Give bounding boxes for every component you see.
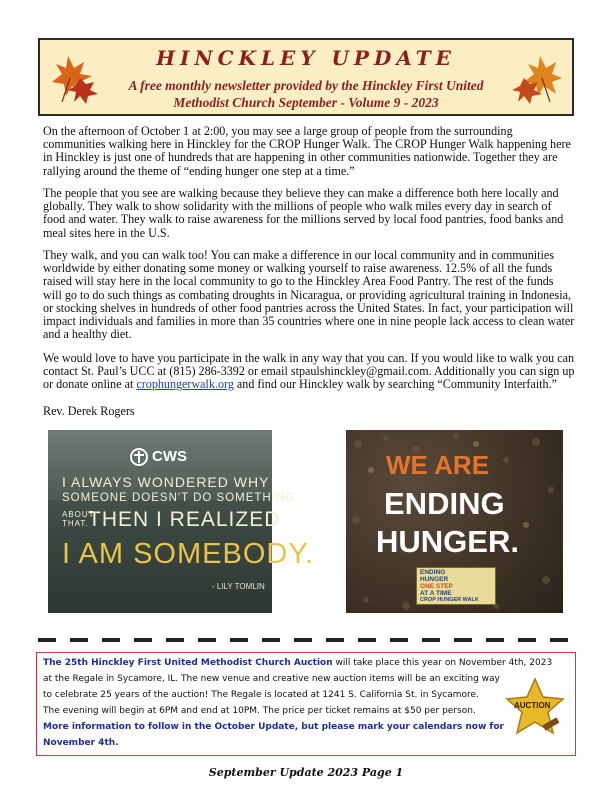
participate-text: We would love to have you participate in the walk in any way that you can. If you would like to walk you can contact St. Paul’s UCC at (815) 286-3392 or email stpaulshinckley@gmail.com. Additionally you can sign up or donate online at bbox=[43, 351, 575, 392]
cws-logo bbox=[130, 448, 187, 466]
separator-dash bbox=[326, 638, 344, 642]
auction-line: November 4th. bbox=[43, 738, 119, 748]
cross-circle-icon bbox=[130, 448, 148, 466]
badge-line: ONE STEP bbox=[420, 583, 453, 590]
separator-dash bbox=[70, 638, 88, 642]
separator-dash bbox=[294, 638, 312, 642]
separator-dash bbox=[422, 638, 440, 642]
separator-dash bbox=[550, 638, 568, 642]
separator-dash bbox=[486, 638, 504, 642]
newsletter-issue: Methodist Church September - Volume 9 - 2023 bbox=[173, 95, 439, 110]
auction-line: More information to follow in the October Update, but please mark your calendars now for bbox=[43, 722, 504, 732]
quote-line: ABOUT bbox=[62, 510, 95, 519]
headline-hunger: HUNGER. bbox=[376, 524, 519, 559]
headline-ending: ENDING bbox=[384, 486, 505, 521]
separator-dash bbox=[518, 638, 536, 642]
separator-dash bbox=[454, 638, 472, 642]
auction-line: at the Regale in Sycamore, IL. The new venue and creative new auction items will be an exciting way bbox=[43, 674, 500, 684]
badge-line: HUNGER bbox=[420, 576, 449, 583]
paragraph-participate bbox=[43, 352, 575, 392]
badge-line: ENDING bbox=[420, 569, 446, 576]
separator-dash bbox=[134, 638, 152, 642]
auction-title: The 25th Hinckley First United Methodist Church Auction bbox=[43, 658, 333, 668]
cws-quote-image bbox=[48, 430, 314, 613]
separator-dash bbox=[230, 638, 248, 642]
quote-line: SOMEONE DOESN'T DO SOMETHING bbox=[62, 492, 296, 504]
auction-line: The evening will begin at 6PM and end at 10PM. The price per ticket remains at $50 per person. bbox=[43, 706, 476, 716]
autumn-leaves-icon bbox=[510, 52, 564, 108]
separator-dash bbox=[198, 638, 216, 642]
participate-text-end: and find our Hinckley walk by searching “Community Interfaith.” bbox=[233, 377, 557, 392]
badge-line: CROP HUNGER WALK bbox=[420, 597, 479, 603]
signature: Rev. Derek Rogers bbox=[43, 404, 135, 418]
quote-line: I ALWAYS WONDERED WHY bbox=[62, 474, 270, 490]
auction-badge bbox=[503, 677, 567, 737]
separator-dash bbox=[166, 638, 184, 642]
newsletter-header bbox=[38, 38, 574, 116]
auction-line bbox=[43, 657, 552, 669]
newsletter-title: HINCKLEY UPDATE bbox=[156, 46, 456, 70]
quote-line-highlight: I AM SOMEBODY. bbox=[62, 538, 314, 570]
quote-attribution: - LILY TOMLIN bbox=[212, 582, 265, 591]
cws-logo-text: CWS bbox=[152, 448, 187, 465]
quote-line: THAT. bbox=[62, 519, 89, 528]
separator-dash bbox=[358, 638, 376, 642]
paragraph-why-walk: The people that you see are walking because they believe they can make a difference both here locally and globally. They walk to show solidarity with the millions of people who walk miles every day in search of food and water. They walk to raise awareness for the millions served by local food pantries, food banks and meal sites here in the U.S. bbox=[43, 186, 564, 240]
auction-date: will take place this year on November 4th, 2023 bbox=[332, 658, 553, 668]
quote-line: THEN I REALIZED bbox=[88, 508, 281, 531]
paragraph-impact: They walk, and you can walk too! You can make a difference in our local community and in communities worldwide by either donating some money or walking yourself to raise awareness. 12.5% of all the funds raised will stay here in the local community to go to the Hinckley Area Food Pantry. The rest of the funds will go to do such things as combating droughts in Nicaragua, or providing agricultural training in Indonesia, or stocking shelves in hundreds of other food pantries across the United States. In fact, your participation will impact individuals and families in more than 35 countries where one in nine people lack access to clean water and a healthy diet. bbox=[43, 248, 575, 342]
page-footer: September Update 2023 Page 1 bbox=[208, 766, 404, 779]
ending-hunger-image bbox=[346, 430, 563, 613]
separator-dash bbox=[38, 638, 56, 642]
crop-hunger-walk-link[interactable]: crophungerwalk.org bbox=[136, 377, 234, 392]
headline-we-are: WE ARE bbox=[386, 450, 490, 480]
auction-announcement bbox=[36, 652, 576, 756]
separator-dash bbox=[390, 638, 408, 642]
separator-dash bbox=[262, 638, 280, 642]
badge-line: AT A TIME bbox=[420, 590, 452, 597]
auction-badge-label: AUCTION bbox=[514, 701, 551, 710]
crop-walk-badge bbox=[416, 567, 496, 605]
newsletter-subtitle: A free monthly newsletter provided by the Hinckley First United bbox=[128, 78, 484, 93]
separator-dash bbox=[102, 638, 120, 642]
paragraph-intro: On the afternoon of October 1 at 2:00, you may see a large group of people from the surrounding communities walking here in Hinckley for the CROP Hunger Walk. The CROP Hunger Walk happening here in Hinckley is just one of hundreds that are happening in other communities nationwide. Together they are rallying around the theme of “ending hunger one step at a time.” bbox=[43, 124, 571, 178]
auction-line: to celebrate 25 years of the auction! The Regale is located at 1241 S. California St. in Sycamore. bbox=[43, 690, 479, 700]
